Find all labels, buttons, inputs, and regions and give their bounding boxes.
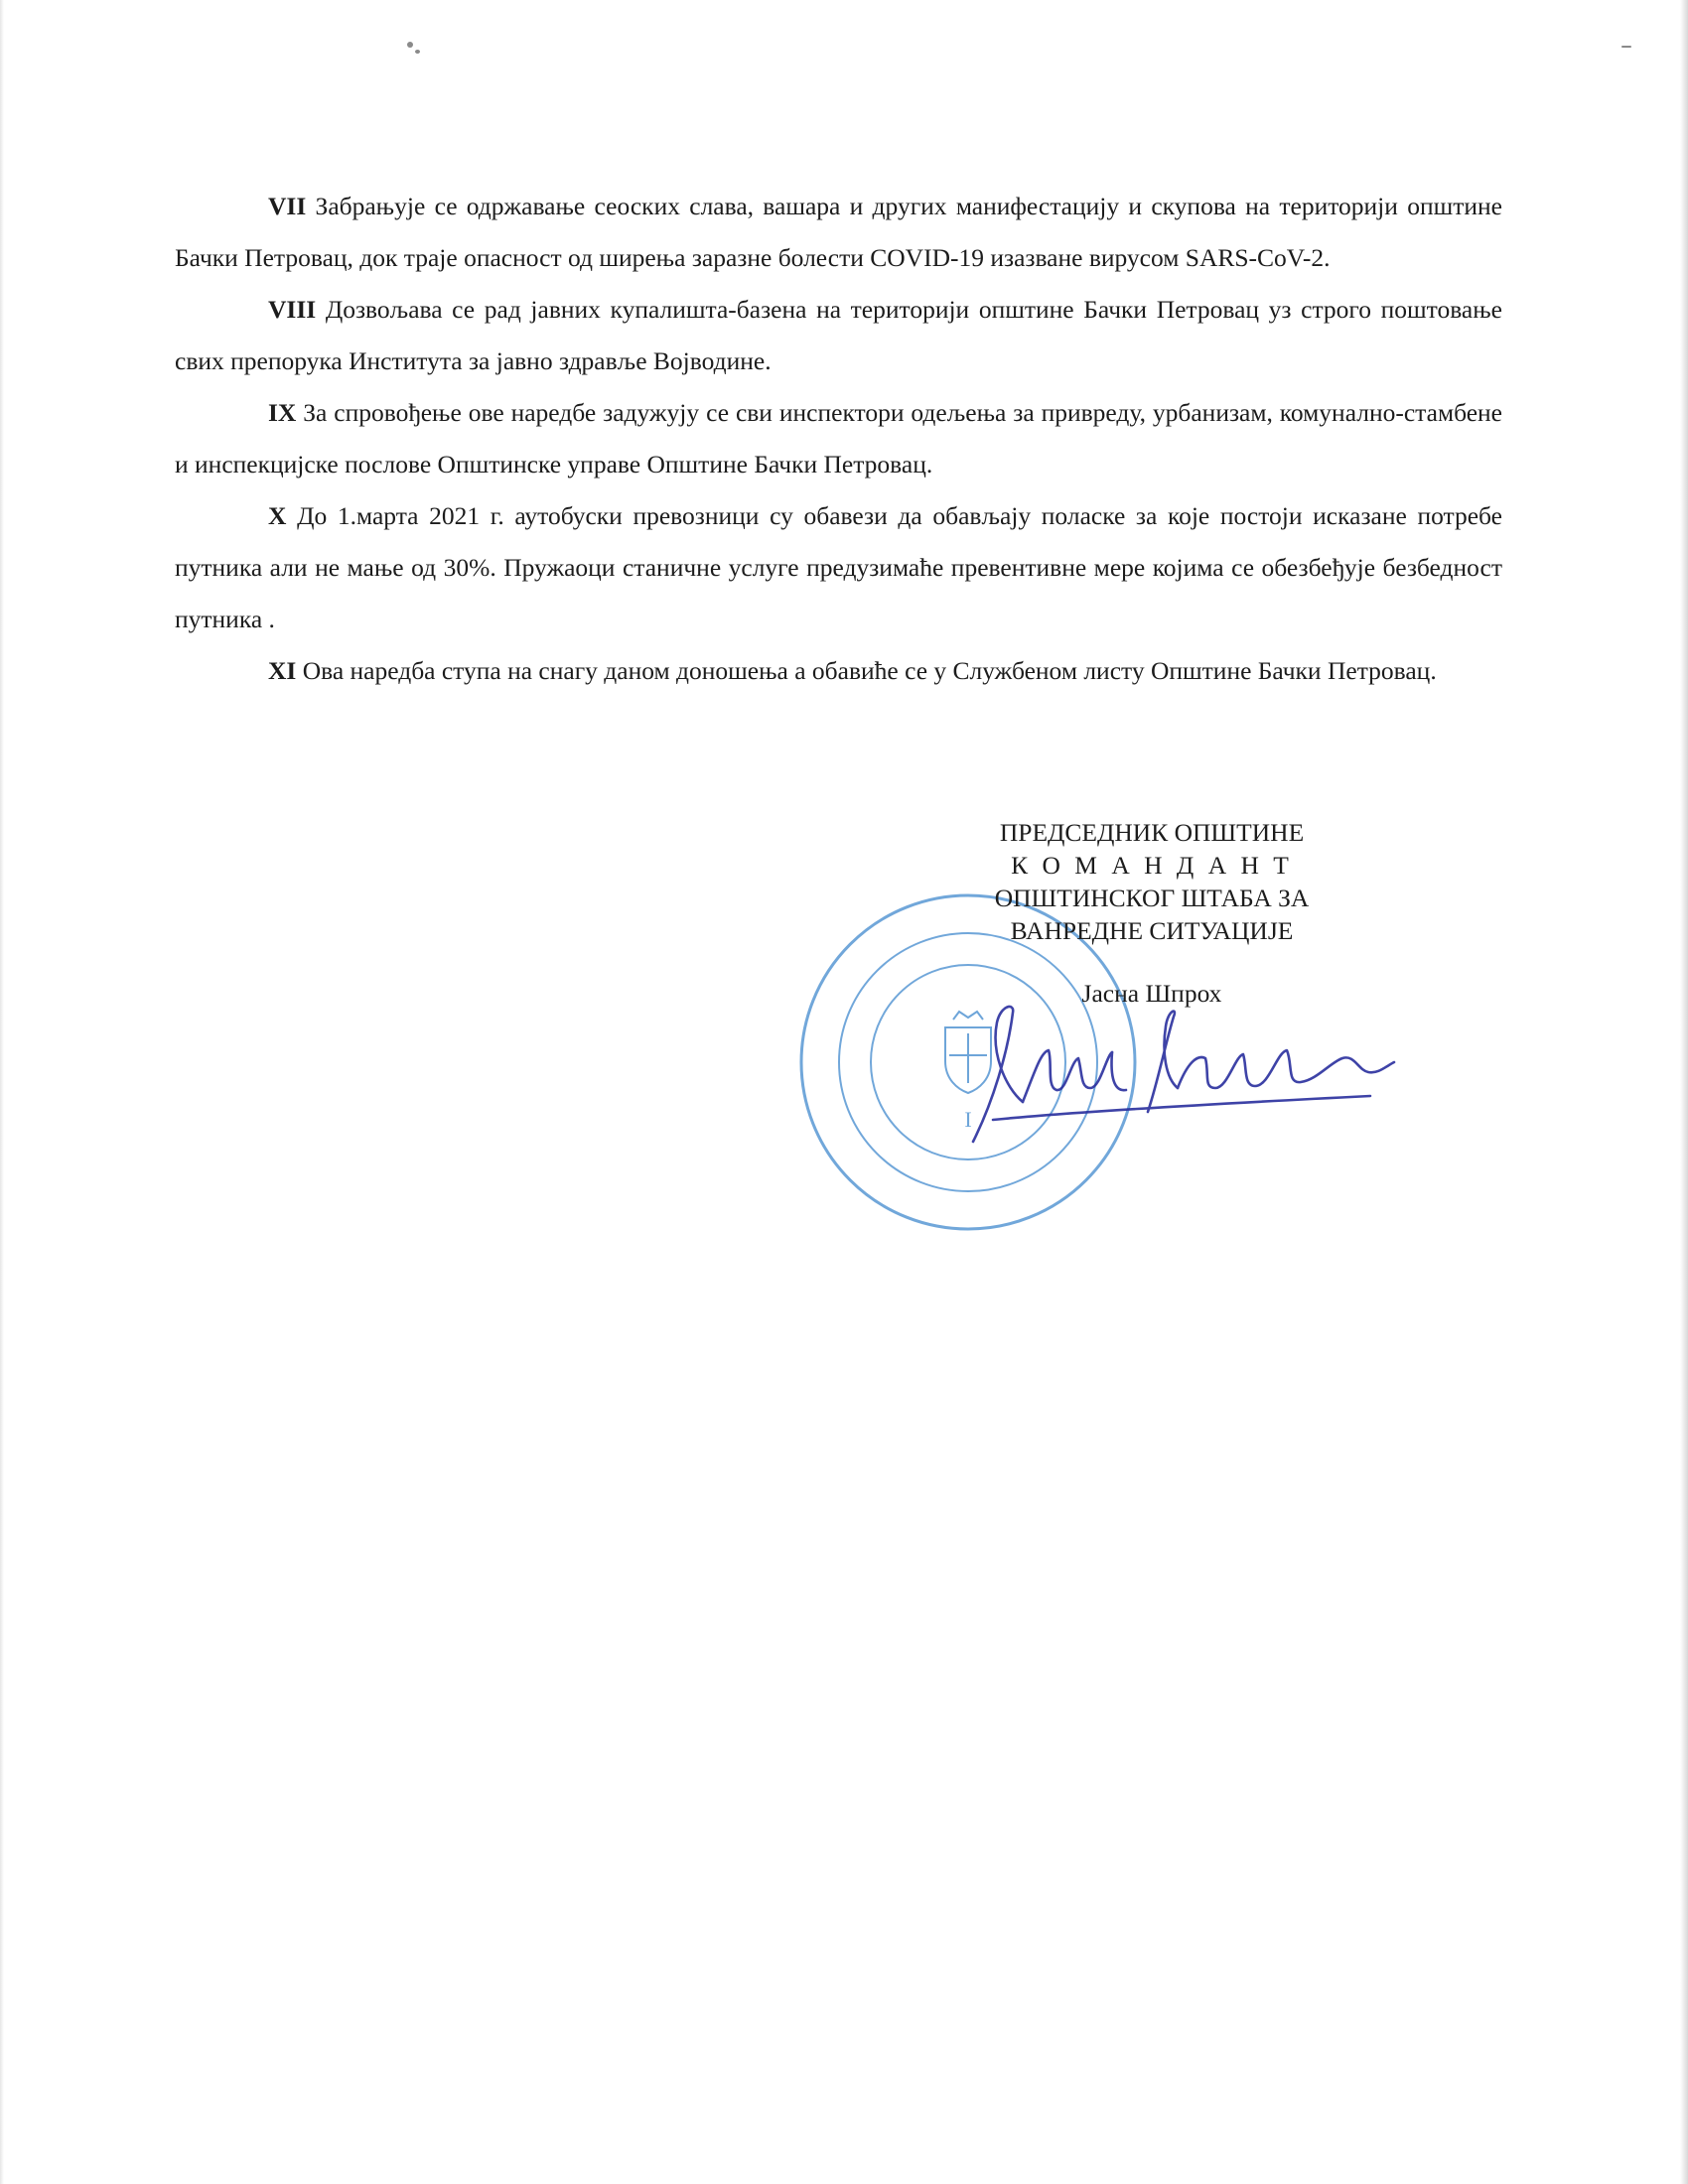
scan-speck <box>415 50 420 54</box>
paragraph-number: VIII <box>268 295 317 324</box>
order-body <box>175 181 1502 697</box>
signature-title-line-3: ОПШТИНСКОГ ШТАБА ЗА <box>994 884 1310 912</box>
signature-title-line-2: К О М А Н Д А Н Т <box>1011 851 1293 880</box>
paragraph-text: Ова наредба ступа на снагу даном доношења а обавиће се у Службеном листу Општине Бачки Петровац. <box>296 656 1437 685</box>
stamp-center-mark: I <box>964 1107 972 1132</box>
paragraph-number: XI <box>268 656 297 685</box>
paragraph-number: X <box>268 501 287 530</box>
signature-block <box>923 816 1380 1010</box>
paragraph-text: До 1.марта 2021 г. аутобуски превозници су обавези да обављају поласке за које постоји исказане потребе путника али не мање од 30%. Пружаоци станичне услуге предузимаће превентивне мере којима се обезбеђује безбедност путника . <box>175 501 1502 633</box>
paragraph-x <box>175 490 1502 645</box>
paragraph-text: Забрањује се одржавање сеоских слава, вашара и других манифестацију и скупова на територији општине Бачки Петровац, док траје опасност од ширења заразне болести COVID-19 изазване вирусом SARS-CoV-2. <box>175 192 1502 272</box>
paragraph-number: VII <box>268 192 307 220</box>
paragraph-text: За спровођење ове наредбе задужују се сви инспектори одељења за привреду, урбанизам, комунално-стамбене и инспекцијске послове Општинске управе Општине Бачки Петровац. <box>175 398 1502 478</box>
signatory-name: Јасна Шпрох <box>1081 979 1222 1008</box>
paragraph-vii <box>175 181 1502 284</box>
scan-speck <box>1621 46 1631 48</box>
paragraph-xi <box>175 645 1502 697</box>
scan-speck <box>407 42 413 48</box>
signature-title-line-1: ПРЕДСЕДНИК ОПШТИНЕ <box>999 818 1305 847</box>
paragraph-ix <box>175 387 1502 490</box>
scan-edge-right <box>1680 0 1688 2184</box>
paragraph-text: Дозвољава се рад јавних купалишта-базена на територији општине Бачки Петровац уз строго поштовање свих препорука Института за јавно здравље Војводине. <box>175 295 1502 375</box>
paragraph-viii <box>175 284 1502 387</box>
handwritten-signature <box>953 993 1400 1161</box>
paragraph-number: IX <box>268 398 297 427</box>
signature-title-line-4: ВАНРЕДНЕ СИТУАЦИЈЕ <box>1010 916 1294 945</box>
scan-edge-left <box>0 0 4 2184</box>
